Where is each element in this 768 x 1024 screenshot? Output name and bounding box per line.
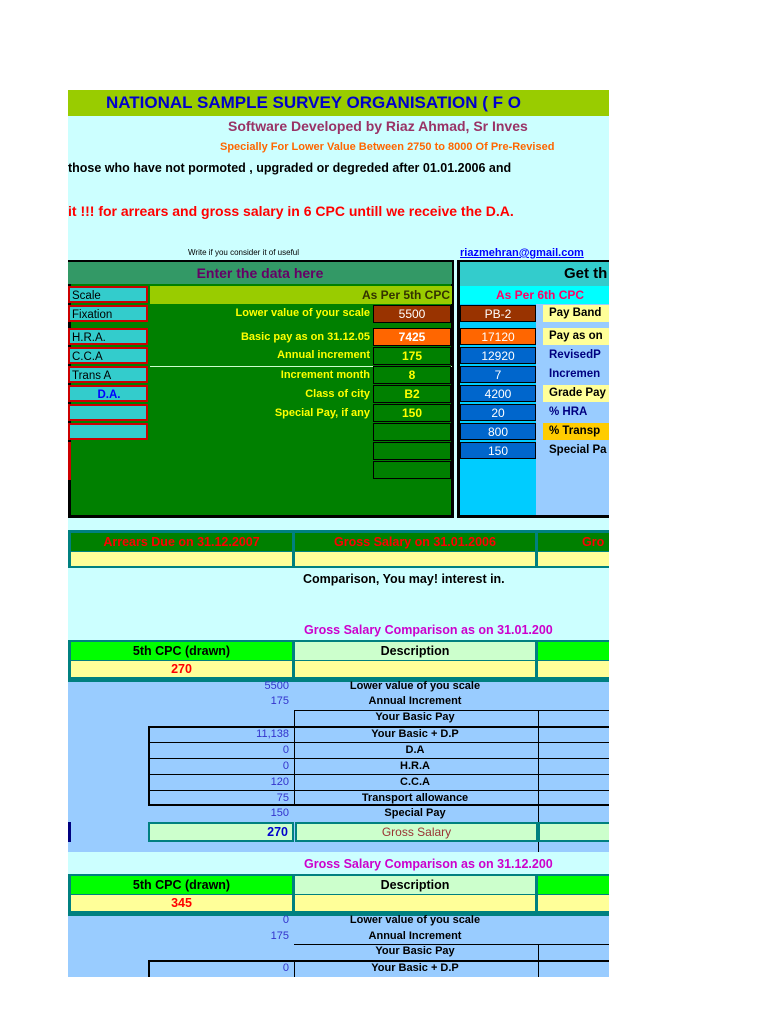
c1-row-desc: D.A [405,744,425,756]
basic-pay-input[interactable]: 7425 [373,328,451,346]
c1-row-value: 75 [276,792,289,804]
c1-row-value: 11,138 [256,728,289,740]
comparison2-desc-blank [295,895,535,911]
comparison2-desc-header: Description [295,876,535,894]
c2-row-value: 0 [282,914,289,926]
c1-row-value: 0 [282,744,289,756]
special-pay-value: 150 [460,442,536,459]
fixation-label[interactable]: Fixation [68,305,148,322]
pay-as-on-value: 17120 [460,328,536,345]
field-label-basic-pay: Basic pay as on 31.12.05 [240,331,370,343]
arrears-due-value [71,552,292,566]
c2-row-desc: Lower value of you scale [349,914,481,926]
comparison1-desc-blank [295,661,535,677]
grade-pay-value: 4200 [460,385,536,402]
as-per-6th-header: As Per 6th CPC [460,286,609,304]
c1-row-desc: Transport allowance [361,792,469,804]
gross-salary-header: Gross Salary on 31.01.2006 [295,533,535,551]
comparison1-right-blank [538,661,609,677]
revised-pay-value: 12920 [460,347,536,364]
c1-row-desc: H.R.A [400,760,430,772]
scale-label[interactable]: Scale [68,286,148,303]
row-line [148,790,609,791]
c1-row-value: 5500 [264,680,289,692]
c2-row-value: 175 [270,930,289,942]
comparison1-desc-header: Description [295,642,535,660]
write-note: Write if you consider it of useful [188,248,300,257]
trans-label[interactable]: Trans A [68,366,148,383]
class-of-city-input[interactable]: B2 [373,385,451,403]
transport-label: % Transp [543,423,609,440]
empty-input-3[interactable] [373,461,451,479]
increment-value: 7 [460,366,536,383]
output-panel-header: Get th [460,262,609,286]
c2-row-desc: Your Basic + D.P [371,962,459,974]
c1-row-desc: Your Basic Pay [375,711,455,723]
hra-percent-label: % HRA [549,406,588,418]
spreadsheet [68,90,609,977]
field-label-special-pay: Special Pay, if any [274,407,370,419]
c1-gross-label: Gross Salary [295,822,538,842]
c1-row-value: 175 [270,695,289,707]
hra-percent-value: 20 [460,404,536,421]
comparison-note: Comparison, You may! interest in. [303,572,505,586]
field-label-lower-scale: Lower value of your scale [235,307,370,319]
c2-row-desc: Annual Increment [368,930,462,942]
blank-label-1[interactable] [68,404,148,421]
special-pay-input[interactable]: 150 [373,404,451,422]
empty-input-1[interactable] [373,423,451,441]
c2-row-desc: Your Basic Pay [375,945,455,957]
row-line [148,774,609,775]
revised-pay-label: RevisedP [549,349,601,361]
comparison2-right-header [538,876,609,894]
comparison1-5th-header: 5th CPC (drawn) [71,642,292,660]
c1-row-desc: Your Basic + D.P [371,728,459,740]
transport-value: 800 [460,423,536,440]
c1-row-desc: Lower value of you scale [349,680,481,692]
gross-header-right: Gro [538,533,609,551]
page-title: NATIONAL SAMPLE SURVEY ORGANISATION ( F O [106,93,521,112]
special-note: Specially For Lower Value Between 2750 to 8000 Of Pre-Revised [220,141,555,153]
eligibility-note: those who have not pormoted , upgraded or degreded after 01.01.2006 and [68,161,512,175]
row-line [148,742,609,743]
empty-input-2[interactable] [373,442,451,460]
as-per-5th-header: As Per 5th CPC [150,286,452,304]
gross-value-right [538,552,609,566]
gross-row-marker [68,822,71,842]
special-pay-label: Special Pa [549,444,607,456]
field-label-increment-month: Increment month [280,369,370,381]
comparison1-total-top: 270 [71,661,292,677]
subtitle: Software Developed by Riaz Ahmad, Sr Inves [228,118,528,134]
c1-row-desc: C.C.A [400,776,430,788]
da-label[interactable]: D.A. [68,385,148,402]
red-marker [68,442,71,480]
c1-gross-value: 270 [148,822,294,842]
hra-label[interactable]: H.R.A. [68,328,148,345]
input-panel-header: Enter the data here [68,262,452,284]
increment-month-input[interactable]: 8 [373,366,451,384]
comparison2-5th-header: 5th CPC (drawn) [71,876,292,894]
c1-row-value: 150 [270,807,289,819]
pay-band-value: PB-2 [460,305,536,322]
c1-row-desc: Special Pay [384,807,446,819]
arrears-due-header: Arrears Due on 31.12.2007 [71,533,292,551]
lower-scale-input[interactable]: 5500 [373,305,451,323]
gross-salary-value [295,552,535,566]
c1-row-desc: Annual Increment [368,695,462,707]
increment-label: Incremen [549,368,601,380]
email-link[interactable]: riazmehran@gmail.com [460,247,584,259]
c1-row-value: 120 [270,776,289,788]
c1-row-value: 0 [282,760,289,772]
c2-row-value: 0 [282,962,289,974]
pay-band-label: Pay Band [543,305,609,322]
field-label-class-of-city: Class of city [305,388,370,400]
comparison1-right-header [538,642,609,660]
blank-label-2[interactable] [68,423,148,440]
annual-increment-input[interactable]: 175 [373,347,451,365]
grade-pay-label: Grade Pay [543,385,609,402]
comparison2-right-blank [538,895,609,911]
comparison2-total-top: 345 [71,895,292,911]
pay-as-on-label: Pay as on [543,328,609,345]
field-label-annual-increment: Annual increment [277,349,370,361]
c1-gross-right [538,822,609,842]
row-line [148,758,609,759]
comparison2-title: Gross Salary Comparison as on 31.12.200 [304,857,553,871]
arrears-warning: it !!! for arrears and gross salary in 6 CPC untill we receive the D.A. [68,203,514,219]
comparison1-title: Gross Salary Comparison as on 31.01.200 [304,623,553,637]
cca-label[interactable]: C.C.A [68,347,148,364]
